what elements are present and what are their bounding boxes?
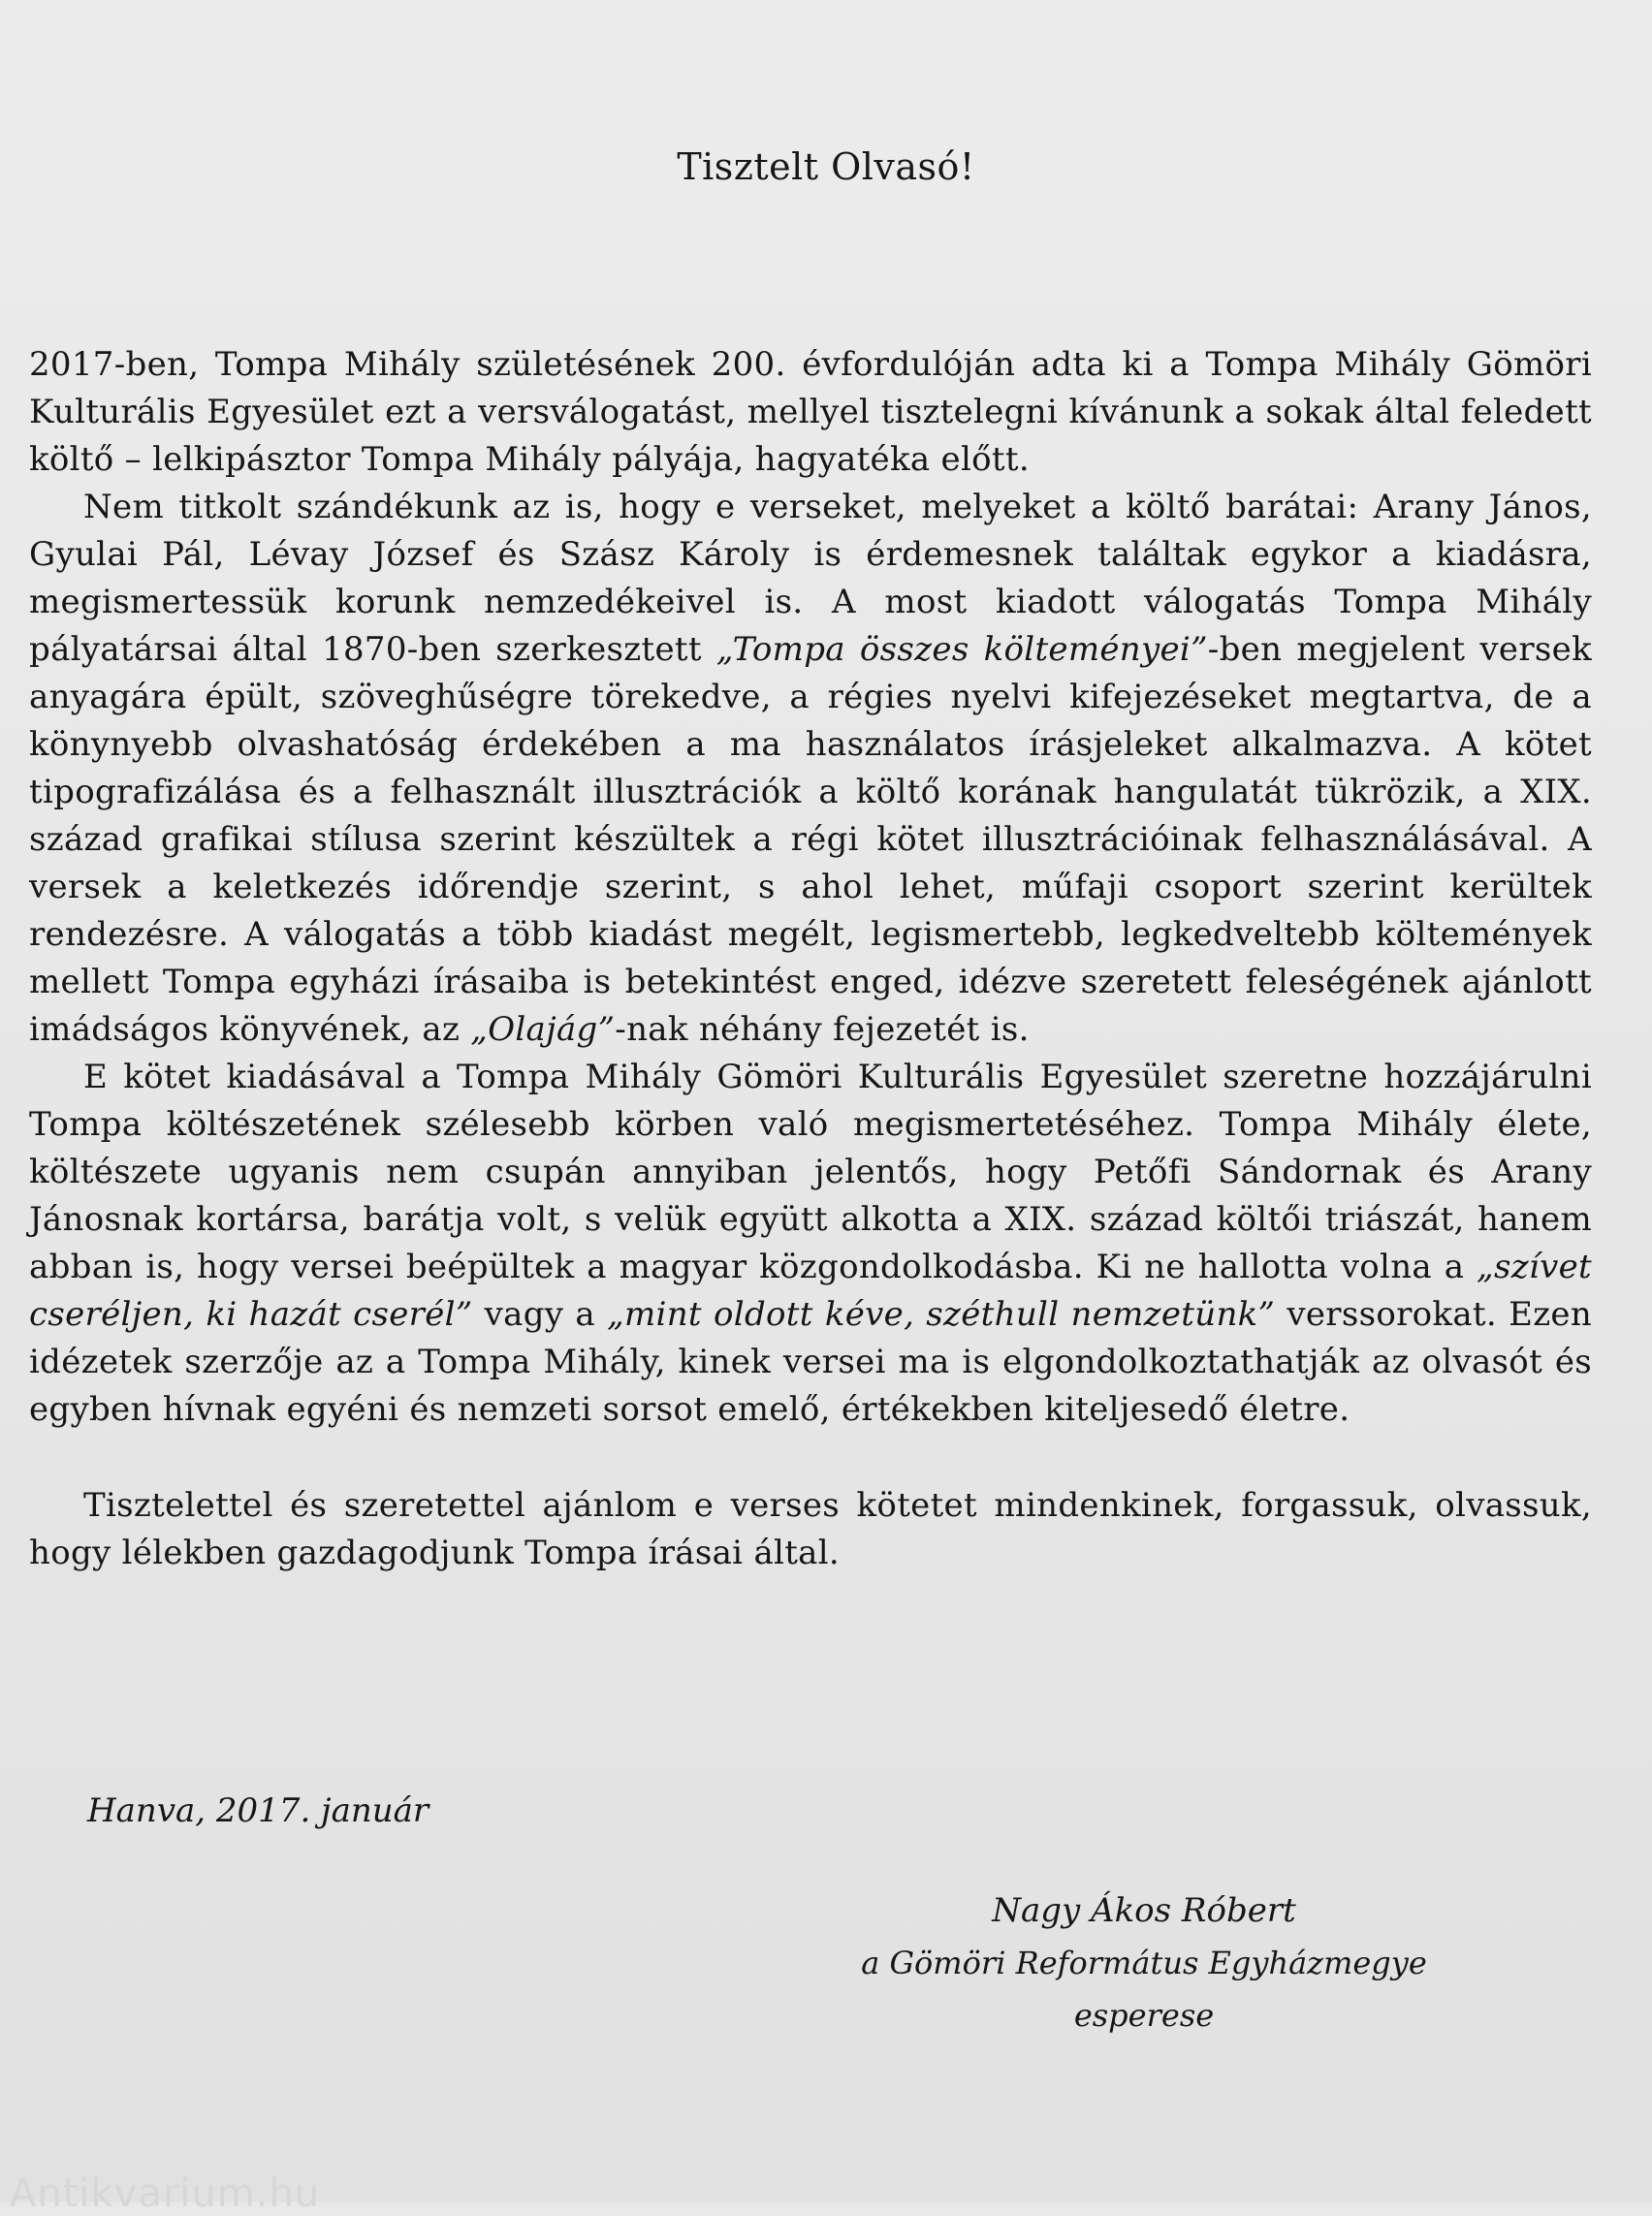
paragraph-purpose-text-c: verssorokat. Ezen idézetek szerzője az a Tompa Mihály, kinek versei ma is elgondolkoztathatják az olvasót és egyben hívnak egyéni és nemzeti sorsot emelő, értékekben kiteljesedő életre. [29,1295,1593,1429]
paragraph-selection [29,484,1592,1054]
signature-block [834,1884,1454,2042]
signature-name: Nagy Ákos Róbert [992,1891,1296,1930]
paragraph-purpose [29,1054,1592,1434]
watermark: Antikvarium.hu [10,2171,321,2216]
quote-szivet-cserel: „szívet cseréljen, ki hazát cserél” [29,1248,1592,1334]
dateline: Hanva, 2017. január [87,1791,429,1830]
quote-oldott-keve: „mint oldott kéve, széthull nemzetünk” [607,1295,1276,1334]
paragraph-purpose-text-a: E kötet kiadásával a Tompa Mihály Gömöri Kulturális Egyesület szeretne hozzájárulni Tompa költészetének szélesebb körben való megismertetéséhez. Tompa Mihály élete, költészete ugyanis nem csupán annyiban jelentős, hogy Petőfi Sándornak és Arany Jánosnak kortársa, barátja volt, s velük együtt alkotta a XIX. század költői triászát, hanem abban is, hogy versei beépültek a magyar közgondolkodásba. Ki ne hallotta volna a [29,1058,1592,1286]
letter-title: Tisztelt Olvasó! [677,145,975,188]
paragraph-purpose-text-b: vagy a [472,1295,608,1334]
signature-role: a Gömöri Református Egyházmegye [861,1945,1427,1981]
paragraph-selection-text-c: -nak néhány fejezetét is. [615,1010,1030,1049]
quote-collected-poems: „Tompa összes költeményei” [715,630,1208,669]
paragraph-intro: 2017-ben, Tompa Mihály születésének 200. évfordulóján adta ki a Tompa Mihály Gömöri Kulturális Egyesület ezt a versválogatást, mellyel tisztelegni kívánunk a sokak által feledett költő – lelkipásztor Tompa Mihály pályája, hagyatéka előtt. [29,345,1592,479]
paragraph-selection-text-a: Nem titkolt szándékunk az is, hogy e verseket, melyeket a költő barátai: Arany János, Gyulai Pál, Lévay József és Szász Károly is érdemesnek találtak egykor a kiadásra, megismertessük korunk nemzedékeivel is. A most kiadott válogatás Tompa Mihály pályatársai által 1870-ben szerkesztett [29,488,1592,669]
letter-body [29,341,1592,1577]
quote-olajag: „Olajág” [470,1010,616,1049]
signature-title: esperese [1073,1997,1215,2034]
paragraph-closing: Tisztelettel és szeretettel ajánlom e verses kötetet mindenkinek, forgassuk, olvassuk, hogy lélekben gazdagodjunk Tompa írásai által. [29,1486,1592,1572]
paragraph-selection-text-b: -ben megjelent versek anyagára épült, szöveghűségre törekedve, a régies nyelvi kifejezéseket megtartva, de a könynyebb olvashatóság érdekében a ma használatos írásjeleket alkalmazva. A kötet tipografizálása és a felhasznált illusztrációk a költő korának hangulatát tükrözik, a XIX. század grafikai stílusa szerint készültek a régi kötet illusztrációinak felhasználásával. A versek a keletkezés időrendje szerint, s ahol lehet, műfaji csoport szerint kerültek rendezésre. A válogatás a több kiadást megélt, legismertebb, legkedveltebb költemények mellett Tompa egyházi írásaiba is betekintést enged, idézve szeretett feleségének ajánlott imádságos könyvének, az [29,630,1592,1049]
